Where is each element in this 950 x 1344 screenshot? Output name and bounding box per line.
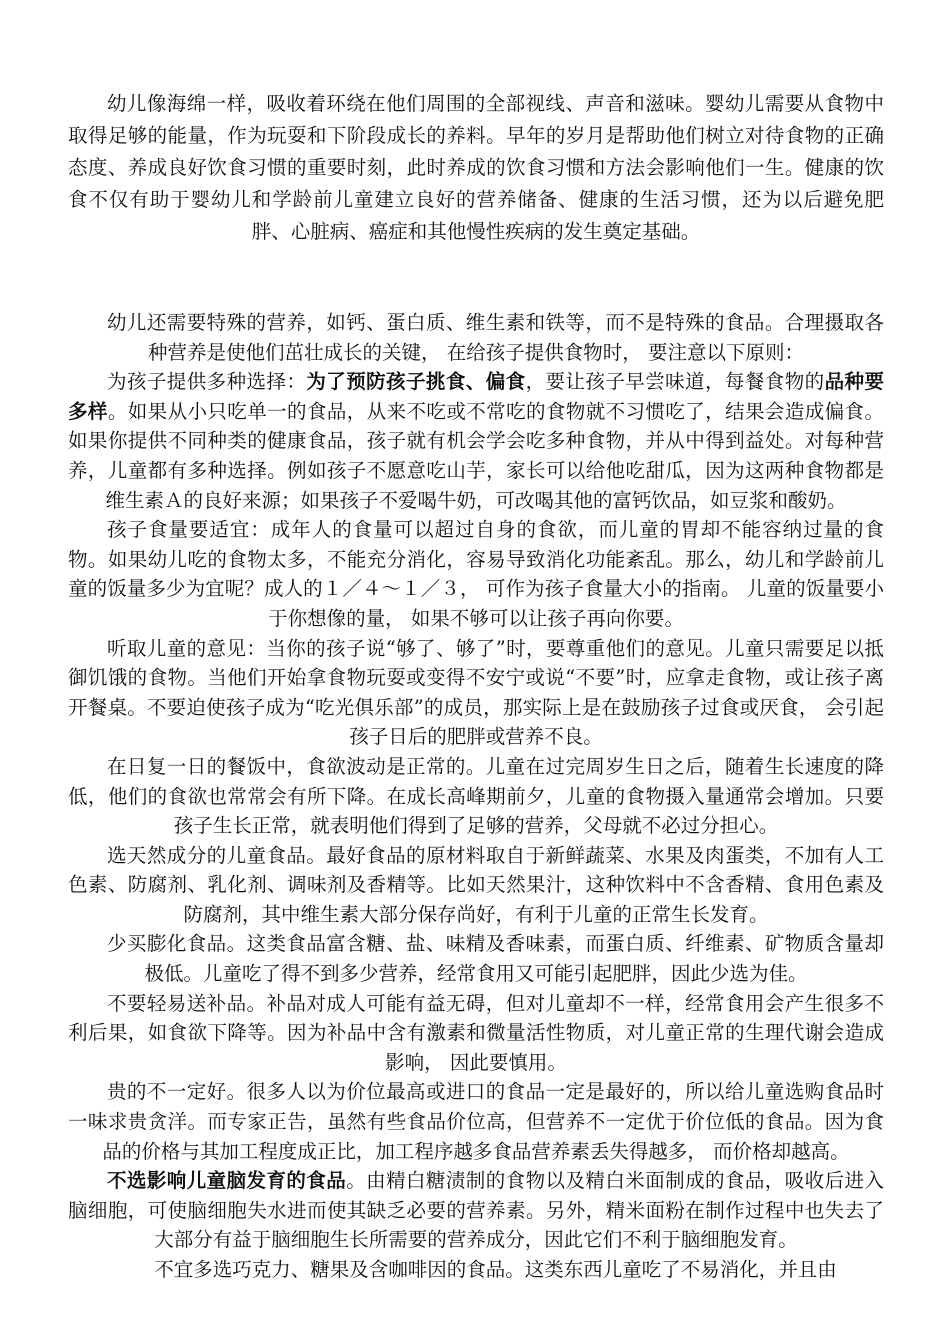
text-run: 不宜多选巧克力、糖果及含咖啡因的食品。这类东西儿童吃了不易消化，并且由	[154, 1258, 837, 1281]
text-run: 幼儿像海绵一样，吸收着环绕在他们周围的全部视线、声音和滋味。婴幼儿需要从食物中取得足够的能量，作为玩耍和下阶段成长的养料。早年的岁月是帮助他们树立对待食物的正确态度、养成良好饮食习惯的重要时刻，此时养成的饮食习惯和方法会影响他们一生。健康的饮食不仅有助于婴幼儿和学龄前儿童建立良好的营养储备、健康的生活习惯，还为以后避免肥胖、心脏病、癌症和其他慢性疾病的发生奠定基础。	[68, 92, 884, 243]
paragraph	[68, 88, 884, 248]
text-run: 幼儿还需要特殊的营养，如钙、蛋白质、维生素和铁等，而不是特殊的食品。合理摄取各种营养是使他们茁壮成长的关键， 在给孩子提供食物时， 要注意以下原则：	[107, 311, 884, 364]
text-run: 在日复一日的餐饭中，食欲波动是正常的。儿童在过完周岁生日之后，随着生长速度的降低，他们的食欲也常常会有所下降。在成长高峰期前夕，儿童的食物摄入量通常会增加。只要孩子生长正常，就表明他们得到了足够的营养，父母就不必过分担心。	[68, 754, 884, 838]
bold-text: 为了预防孩子挑食、偏食	[306, 370, 526, 394]
paragraph	[68, 752, 884, 841]
paragraph	[68, 634, 884, 752]
text-run: 贵的不一定好。很多人以为价位最高或进口的食品一定是最好的，所以给儿童选购食品时一味求贵贪洋。而专家正告，虽然有些食品价位高，但营养不一定优于价位低的食品。因为食品的价格与其加工程度成正比，加工程序越多食品营养素丢失得越多， 而价格却越高。	[68, 1080, 884, 1163]
text-run: ，要让孩子早尝味道，每餐食物的	[525, 370, 825, 394]
paragraph-gap	[68, 248, 884, 308]
text-run: 。由精白糖渍制的食物以及精白米面制成的食品，吸收后进入脑细胞，可使脑细胞失水进而使其缺乏必要的营养素。另外，精米面粉在制作过程中也失去了大部分有益于脑细胞生长所需要的营养成分，因此它们不利于脑细胞发育。	[68, 1169, 884, 1252]
document-body	[68, 88, 884, 1285]
text-run: 听取儿童的意见：当你的孩子说“够了、够了”时，要尊重他们的意见。儿童只需要足以抵御饥饿的食物。当他们开始拿食物玩耍或变得不安宁或说“不要”时，应拿走食物，或让孩子离开餐桌。不要迫使孩子成为“吃光俱乐部”的成员，那实际上是在鼓励孩子过食或厌食， 会引起孩子日后的肥胖或营养不良。	[68, 636, 884, 749]
text-run: 孩子食量要适宜：成年人的食量可以超过自身的食欲，而儿童的胃却不能容纳过量的食物。如果幼儿吃的食物太多，不能充分消化，容易导致消化功能紊乱。那么，幼儿和学龄前儿童的饭量多少为宜呢？成人的１／４～１／３， 可作为孩子食量大小的指南。 儿童的饭量要小于你想像的量， 如果不够可以让孩子再向你要。	[68, 518, 884, 630]
bold-text: 品种要多样	[68, 370, 884, 423]
paragraph	[68, 929, 884, 988]
text-run: 不要轻易送补品。补品对成人可能有益无碍，但对儿童却不一样，经常食用会产生很多不利后果，如食欲下降等。因为补品中含有激素和微量活性物质，对儿童正常的生理代谢会造成影响， 因此要慎用。	[68, 991, 884, 1074]
bold-text: 不选影响儿童脑发育的食品	[107, 1169, 347, 1193]
text-run: 少买膨化食品。这类食品富含糖、盐、味精及香味素，而蛋白质、纤维素、矿物质含量却极低。儿童吃了得不到多少营养，经常食用又可能引起肥胖，因此少选为佳。	[107, 932, 884, 986]
paragraph	[68, 1077, 884, 1166]
paragraph	[68, 1255, 884, 1285]
paragraph	[68, 1166, 884, 1255]
paragraph	[68, 515, 884, 633]
paragraph	[68, 841, 884, 930]
text-run: 选天然成分的儿童食品。最好食品的原材料取自于新鲜蔬菜、水果及肉蛋类，不加有人工色素、防腐剂、乳化剂、调味剂及香精等。比如天然果汁，这种饮料中不含香精、食用色素及防腐剂，其中维生素大部分保存尚好，有利于儿童的正常生长发育。	[68, 843, 884, 926]
paragraph	[68, 989, 884, 1078]
paragraph	[68, 308, 884, 367]
paragraph	[68, 367, 884, 515]
text-run: 。如果从小只吃单一的食品，从来不吃或不常吃的食物就不习惯吃了，结果会造成偏食。如果你提供不同种类的健康食品，孩子就有机会学会吃多种食物，并从中得到益处。对每种营养，儿童都有多种选择。例如孩子不愿意吃山芋，家长可以给他吃甜瓜，因为这两种食物都是维生素Ａ的良好来源；如果孩子不爱喝牛奶，可改喝其他的富钙饮品，如豆浆和酸奶。	[68, 399, 884, 512]
text-run: 为孩子提供多种选择：	[107, 370, 307, 394]
